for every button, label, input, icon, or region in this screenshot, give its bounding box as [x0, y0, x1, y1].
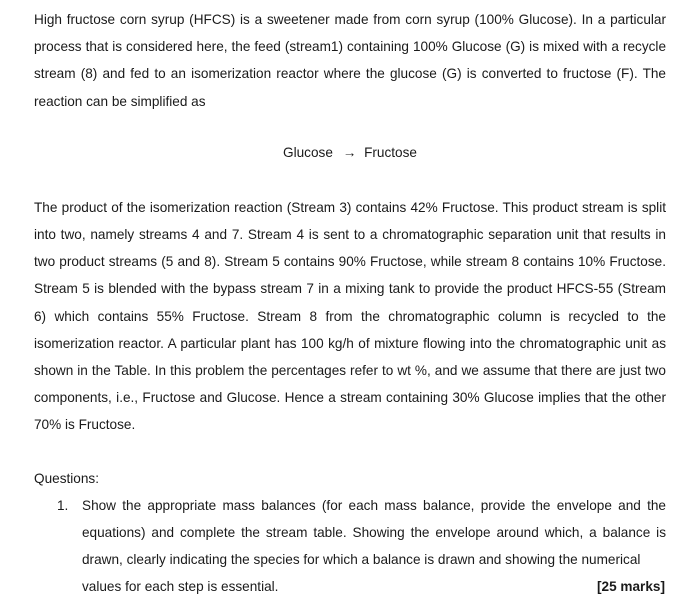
question-text-end: values for each step is essential. — [82, 579, 279, 595]
process-description-paragraph: The product of the isomerization reaction (Stream 3) contains 42% Fructose. This product stream is split into two, namely streams 4 and 7. Stream 4 is sent to a chromatographic separation unit that results in two product streams (5 and 8). Stream 5 contains 90% Fructose, while stream 8 contains 10% Fructose. Stream 5 is blended with the bypass stream 7 in a mixing tank to provide the product HFCS-55 (Stream 6) which contains 55% Fructose. Stream 8 from the chromatographic column is recycled to the isomerization reactor. A particular plant has 100 kg/h of mixture flowing into the chromatographic unit as shown in the Table. In this problem the percentages refer to wt %, and we assume that there are just two components, i.e., Fructose and Glucose. Hence a stream containing 30% Glucose implies that the other 70% is Fructose. — [34, 199, 666, 433]
question-item — [34, 492, 666, 600]
questions-list — [34, 492, 666, 600]
marks-label: [25 marks] — [596, 579, 665, 595]
reactant-glucose: Glucose — [283, 144, 333, 160]
questions-heading: Questions: — [34, 470, 99, 486]
question-text: Show the appropriate mass balances (for each mass balance, provide the envelope and the equations) and complete the stream table. Showing the envelope around which, a balance is drawn, clearly indicating the species for which a balance is drawn and showing the numerical — [82, 497, 666, 568]
product-fructose: Fructose — [364, 144, 417, 160]
right-arrow-icon: → — [342, 144, 357, 160]
intro-paragraph: High fructose corn syrup (HFCS) is a sweetener made from corn syrup (100% Glucose). In a particular process that is considered here, the feed (stream1) containing 100% Glucose (G) is mixed with a recycle stream (8) and fed to an isomerization reactor where the glucose (G) is converted to fructose (F). The reaction can be simplified as — [34, 12, 666, 109]
reaction-equation — [34, 139, 666, 166]
question-last-line — [82, 573, 666, 600]
question-number: 1. — [57, 497, 69, 513]
